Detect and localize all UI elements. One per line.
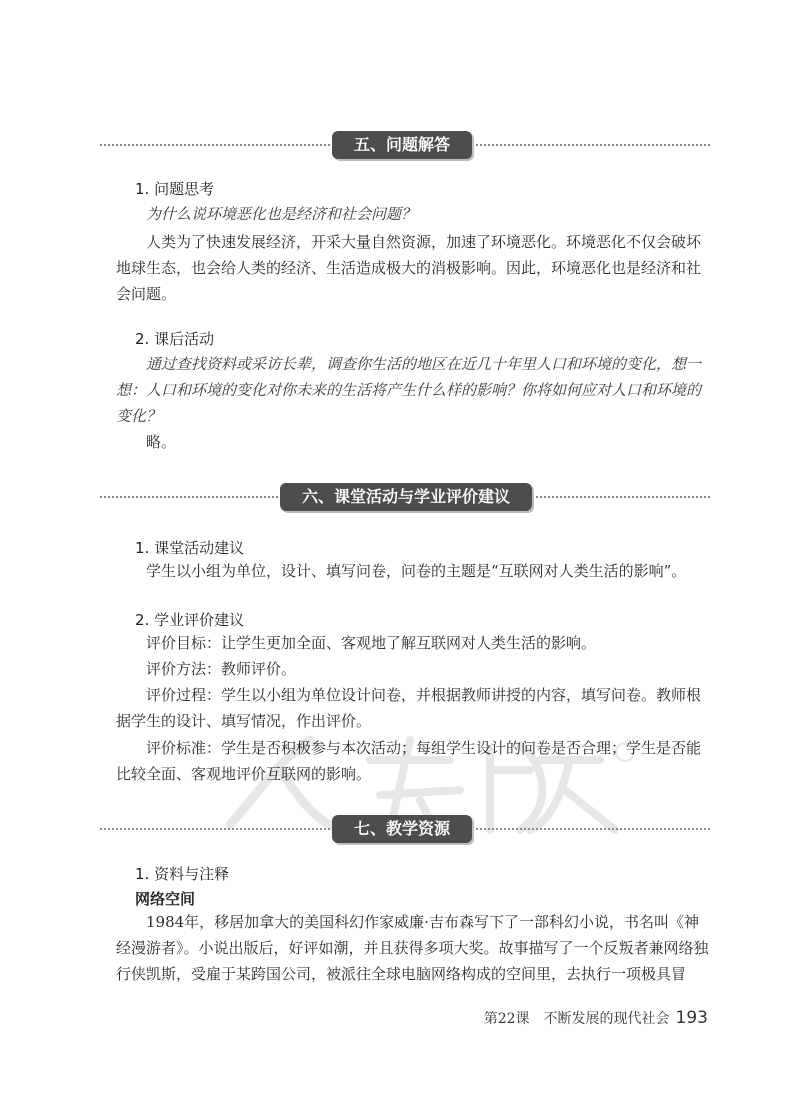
activity-question-text: 通过查找资料或采访长辈，调查你生活的地区在近几十年里人口和环境的变化，想一想：人口和环境的变化对你未来的生活将产生什么样的影响？你将如何应对人口和环境的变化？ [116,355,702,425]
classroom-activity-paragraph: 学生以小组为单位，设计、填写问卷，问卷的主题是“互联网对人类生活的影响”。 [146,562,687,580]
subheading-after-class-activity: 2. 课后活动 [135,330,215,348]
evaluation-method: 评价方法：教师评价。 [146,660,297,678]
page-footer [484,1008,708,1028]
evaluation-standard: 评价标准：学生是否积极参与本次活动；每组学生设计的问卷是否合理；学生是否能比较全面、客观地评价互联网的影响。 [116,739,702,783]
section-header-7 [100,815,710,843]
activity-answer: 略。 [146,433,177,451]
section-header-5 [100,131,710,159]
section-header-6 [100,483,710,511]
evaluation-goal: 评价目标：让学生更加全面、客观地了解互联网对人类生活的影响。 [146,634,597,652]
subheading-materials-notes: 1. 资料与注释 [135,865,230,883]
question-text: 为什么说环境恶化也是经济和社会问题？ [146,205,417,223]
cyberspace-paragraph: 1984年，移居加拿大的美国科幻作家威廉·吉布森写下了一部科幻小说，书名叫《神经漫游者》。小说出版后，好评如潮，并且获得多项大奖。故事描写了一个反叛者兼网络独行侠凯斯，受雇于某跨国公司，被派往全球电脑网络构成的空间里，去执行一项极具冒 [116,913,709,983]
section-title: 六、课堂活动与学业评价建议 [280,483,532,511]
evaluation-process: 评价过程：学生以小组为单位设计问卷，并根据教师讲授的内容，填写问卷。教师根据学生的设计、填写情况，作出评价。 [116,686,702,730]
subheading-cyberspace: 网络空间 [135,890,196,908]
answer-paragraph: 人类为了快速发展经济，开采大量自然资源，加速了环境恶化。环境恶化不仅会破坏地球生态，也会给人类的经济、生活造成极大的消极影响。因此，环境恶化也是经济和社会问题。 [116,233,702,303]
lesson-title: 第22课 不断发展的现代社会 [483,1011,670,1027]
subheading-academic-evaluation: 2. 学业评价建议 [135,611,245,629]
page-number: 193 [675,1008,708,1028]
section-title: 七、教学资源 [332,815,472,843]
section-title: 五、问题解答 [332,131,472,159]
subheading-classroom-activity: 1. 课堂活动建议 [135,539,245,557]
subheading-question-thinking: 1. 问题思考 [135,180,215,198]
